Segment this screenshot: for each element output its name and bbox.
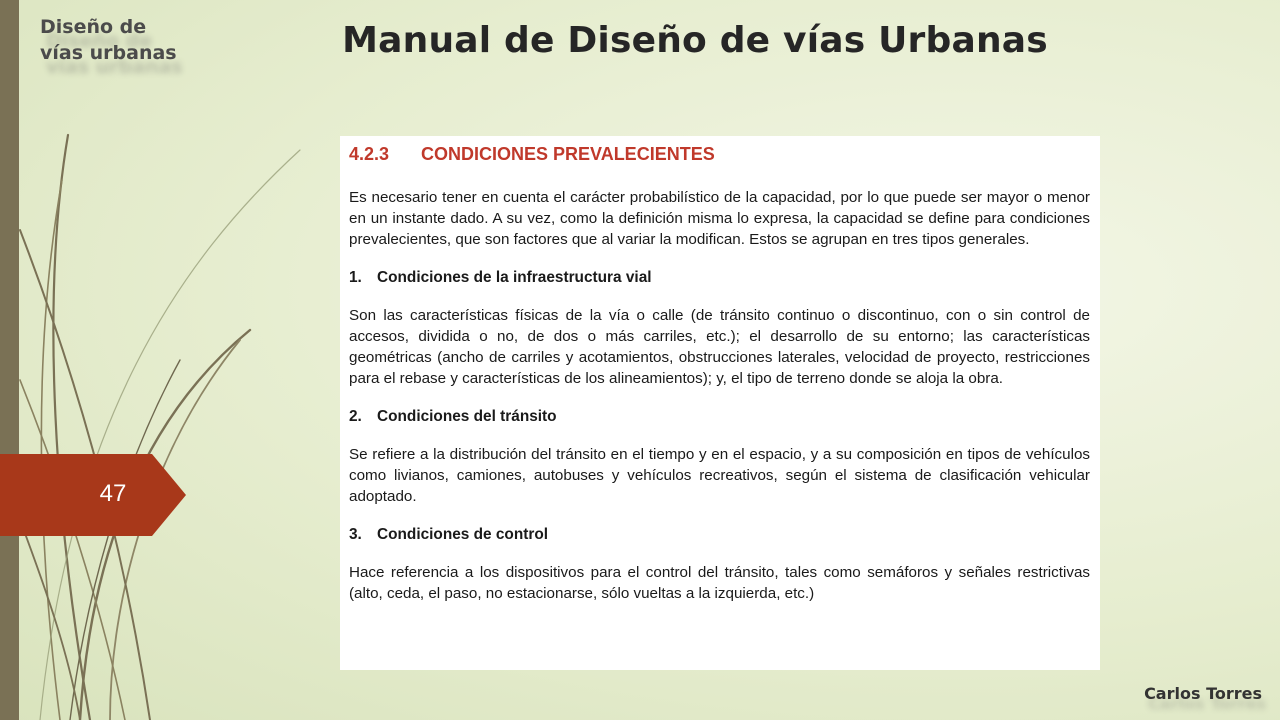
page-number-badge [0,454,186,536]
author-name: Carlos Torres [1144,684,1262,703]
condition-paragraph: Son las características físicas de la vía o calle (de tránsito continuo o discontinuo, con o sin control de accesos, dividida o no, de dos o más carriles, etc.); el desarrollo de su entorno; las características geométricas (ancho de carriles y acotamientos, obstrucciones laterales, velocidad de proyecto, restricciones para el rebase y características de los alineamientos); y, el tipo de terreno donde se aloja la obra. [349,307,1090,387]
section-title: CONDICIONES PREVALECIENTES [421,144,715,164]
condition-paragraph: Hace referencia a los dispositivos para el control del tránsito, tales como semáforos y señales restrictivas (alto, ceda, el paso, no estacionarse, sólo vueltas a la izquierda, etc.) [349,564,1090,602]
condition-title: Condiciones de control [377,526,549,543]
page-number: 47 [99,480,127,507]
condition-number: 2. [349,408,362,425]
condition-heading [349,267,1090,288]
intro-paragraph: Es necesario tener en cuenta el carácter probabilístico de la capacidad, por lo que puede ser mayor o menor en un instante dado. A su vez, como la definición misma lo expresa, la capacidad se define para condiciones prevalecientes, que son factores que al variar la modifican. Estos se agrupan en tres tipos generales. [349,189,1090,248]
section-heading [349,144,1090,166]
condition-heading [349,406,1090,427]
header-label [40,14,220,66]
condition-number: 3. [349,526,362,543]
condition-number: 1. [349,269,362,286]
condition-title: Condiciones del tránsito [377,408,557,425]
document-excerpt [340,136,1100,670]
decorative-grass-lines [0,0,320,720]
header-label-line2: vías urbanas [40,42,177,64]
slide-title: Manual de Diseño de vías Urbanas [342,20,1048,61]
condition-heading [349,524,1090,545]
section-number: 4.2.3 [349,144,390,164]
condition-paragraph: Se refiere a la distribución del tránsito en el tiempo y en el espacio, y a su composición en tipos de vehículos como livianos, camiones, autobuses y vehículos recreativos, según el sistema de clasificación vehicular adoptado. [349,446,1090,505]
condition-title: Condiciones de la infraestructura vial [377,269,652,286]
header-label-line1: Diseño de [40,16,147,38]
